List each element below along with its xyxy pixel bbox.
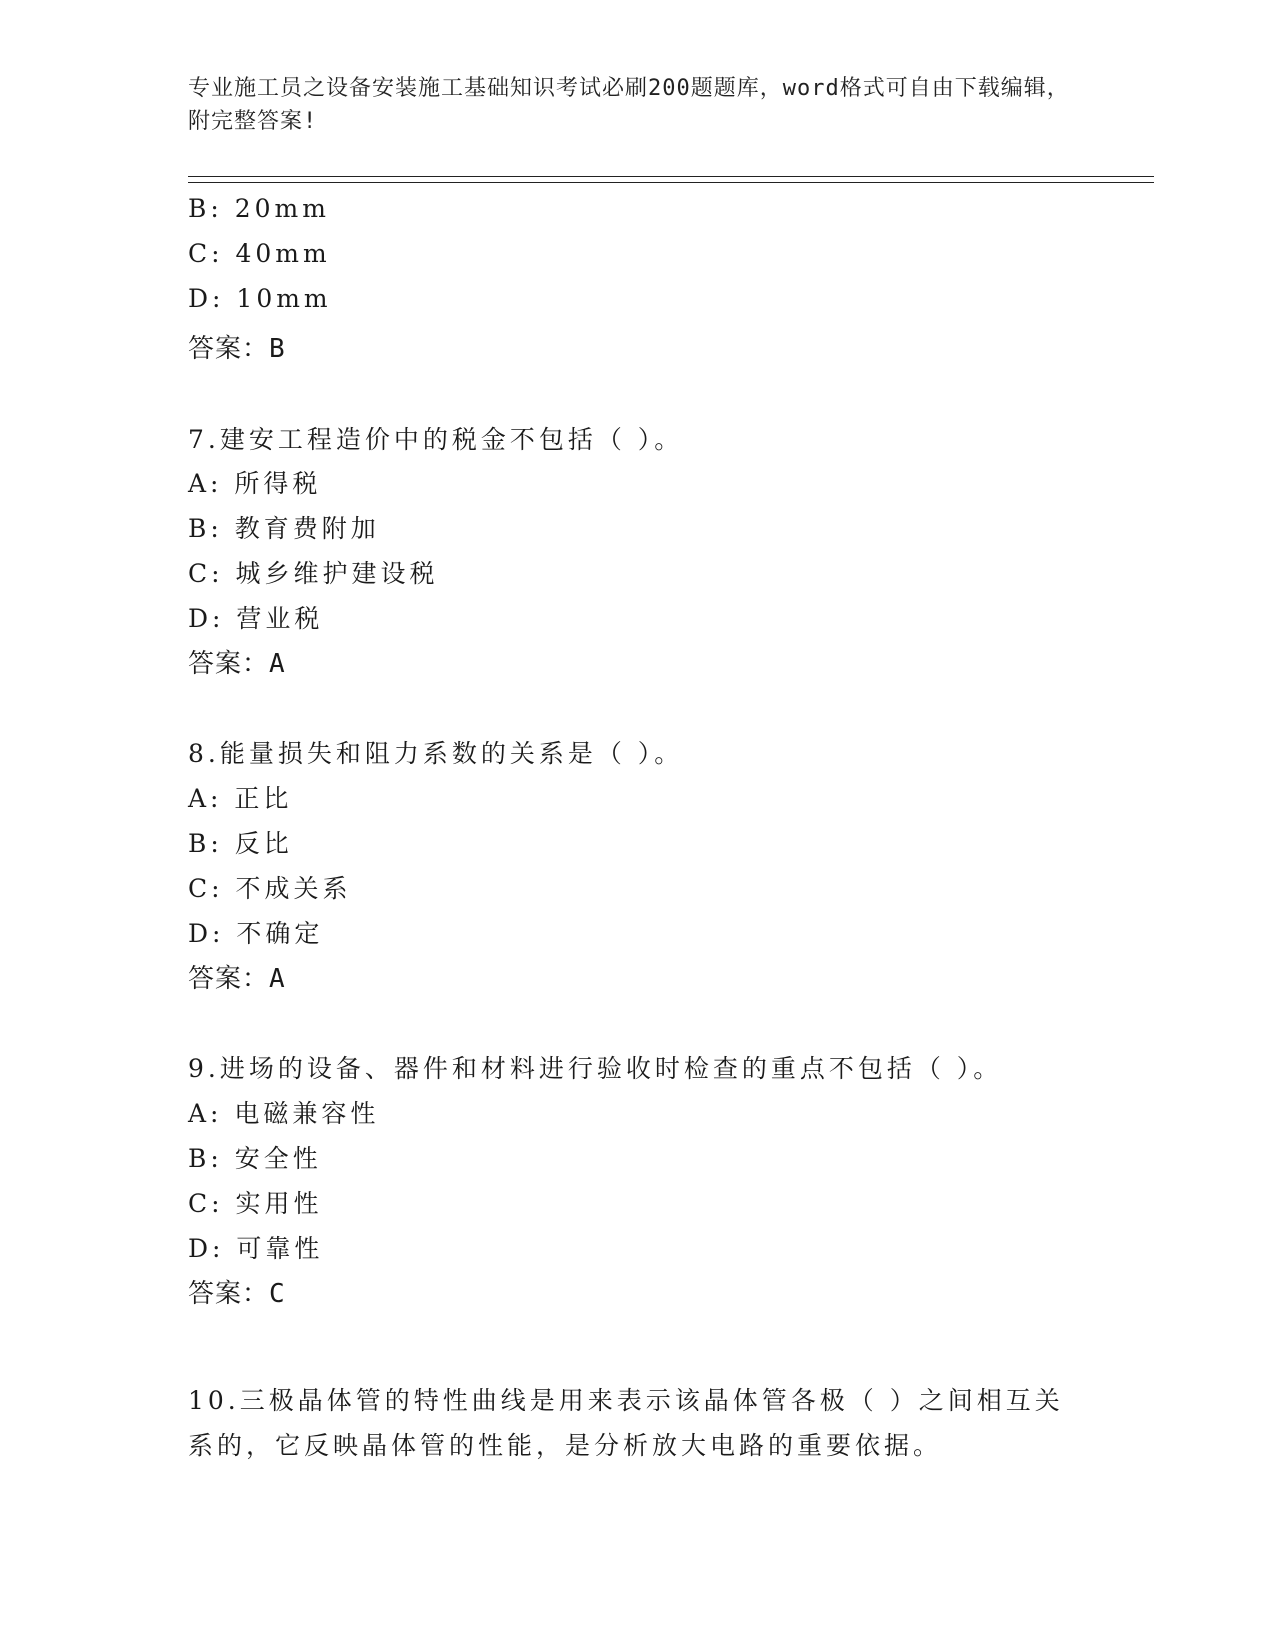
header-divider-bottom [188,182,1154,183]
document-header: 专业施工员之设备安装施工基础知识考试必刷200题题库，word格式可自由下载编辑，附完整答案! [188,76,1070,134]
q7-option-a: A: 所得税 [188,469,322,498]
q9-option-b: B: 安全性 [188,1144,322,1173]
header-divider-top [188,176,1154,177]
q10-question: 10.三极晶体管的特性曲线是用来表示该晶体管各极（ ）之间相互关系的，它反映晶体管的性能，是分析放大电路的重要依据。 [188,1386,1064,1460]
q8-question: 8.能量损失和阻力系数的关系是（ ）。 [188,739,684,768]
q7-question: 7.建安工程造价中的税金不包括（ ）。 [188,425,684,454]
q7-option-c: C: 城乡维护建设税 [188,559,439,588]
q8-option-a: A: 正比 [188,784,293,813]
q9-answer: 答案：C [188,1279,286,1309]
q9-option-d: D: 可靠性 [188,1234,324,1263]
q6-option-c: C: 40mm [188,239,331,268]
q8-option-b: B: 反比 [188,829,293,858]
q8-option-d: D: 不确定 [188,919,324,948]
q6-answer: 答案：B [188,334,286,364]
q6-option-b: B: 20mm [188,194,330,223]
q9-question: 9.进场的设备、器件和材料进行验收时检查的重点不包括（ ）。 [188,1054,1003,1083]
q9-option-a: A: 电磁兼容性 [188,1099,380,1128]
q6-option-d: D: 10mm [188,284,332,313]
q7-answer: 答案：A [188,649,286,679]
q7-option-d: D: 营业税 [188,604,324,633]
q9-option-c: C: 实用性 [188,1189,323,1218]
q8-option-c: C: 不成关系 [188,874,352,903]
q8-answer: 答案：A [188,964,286,994]
q7-option-b: B: 教育费附加 [188,514,380,543]
